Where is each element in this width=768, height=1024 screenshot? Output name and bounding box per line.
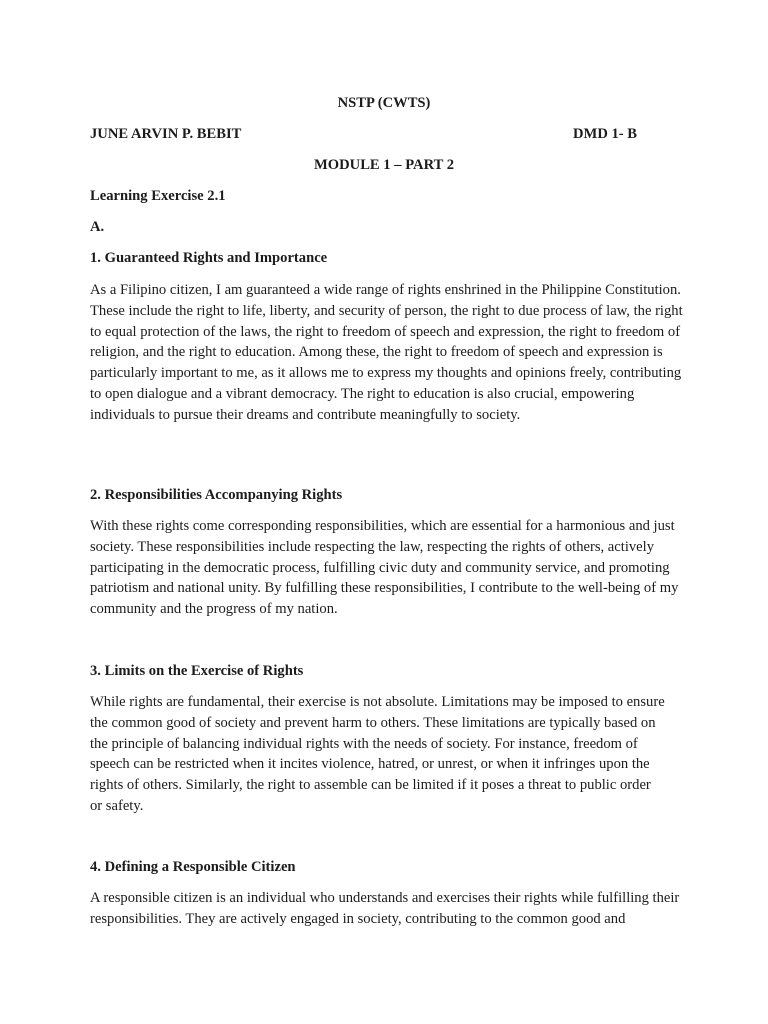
module-title: MODULE 1 – PART 2 (313, 157, 455, 173)
section-body-1: As a Filipino citizen, I am guaranteed a wide range of rights enshrined in the Philippine Constitution. These include the right to life, liberty, and security of person, the right to due process of law, the right to equal protection of the laws, the right to freedom of speech and expression, the right to freedom of religion, and the right to education. Among these, the right to freedom of speech and expression is particularly important to me, as it allows me to express my thoughts and opinions freely, contributing to open dialogue and a vibrant democracy. The right to education is also crucial, empowering individuals to pursue their dreams and contribute meaningfully to society. (90, 282, 683, 423)
section-body-4: A responsible citizen is an individual who understands and exercises their rights while fulfilling their responsibilities. They are actively engaged in society, contributing to the common good and (90, 890, 680, 927)
section-heading-1: 1. Guaranteed Rights and Importance (90, 250, 328, 266)
section-heading-2: 2. Responsibilities Accompanying Rights (90, 487, 343, 503)
part-label: A. (90, 219, 105, 235)
student-name: JUNE ARVIN P. BEBIT (90, 126, 242, 142)
section-heading-3: 3. Limits on the Exercise of Rights (90, 663, 304, 679)
exercise-title: Learning Exercise 2.1 (90, 188, 226, 204)
section-body-2: With these rights come corresponding responsibilities, which are essential for a harmonious and just society. These responsibilities include respecting the law, respecting the rights of others, actively participating in the democratic process, fulfilling civic duty and community service, and promoting patriotism and national unity. By fulfilling these responsibilities, I contribute to the well-being of my community and the progress of my nation. (90, 518, 679, 618)
section-heading-4: 4. Defining a Responsible Citizen (90, 859, 296, 875)
course-title: NSTP (CWTS) (337, 95, 431, 111)
section-body-3: While rights are fundamental, their exercise is not absolute. Limitations may be imposed to ensure the common good of society and prevent harm to others. These limitations are typically based on the principle of balancing individual rights with the needs of society. For instance, freedom of speech can be restricted when it incites violence, hatred, or unrest, or when it infringes upon the rights of others. Similarly, the right to assemble can be limited if it poses a threat to public order or safety. (90, 694, 665, 814)
section-label: DMD 1- B (573, 126, 638, 142)
